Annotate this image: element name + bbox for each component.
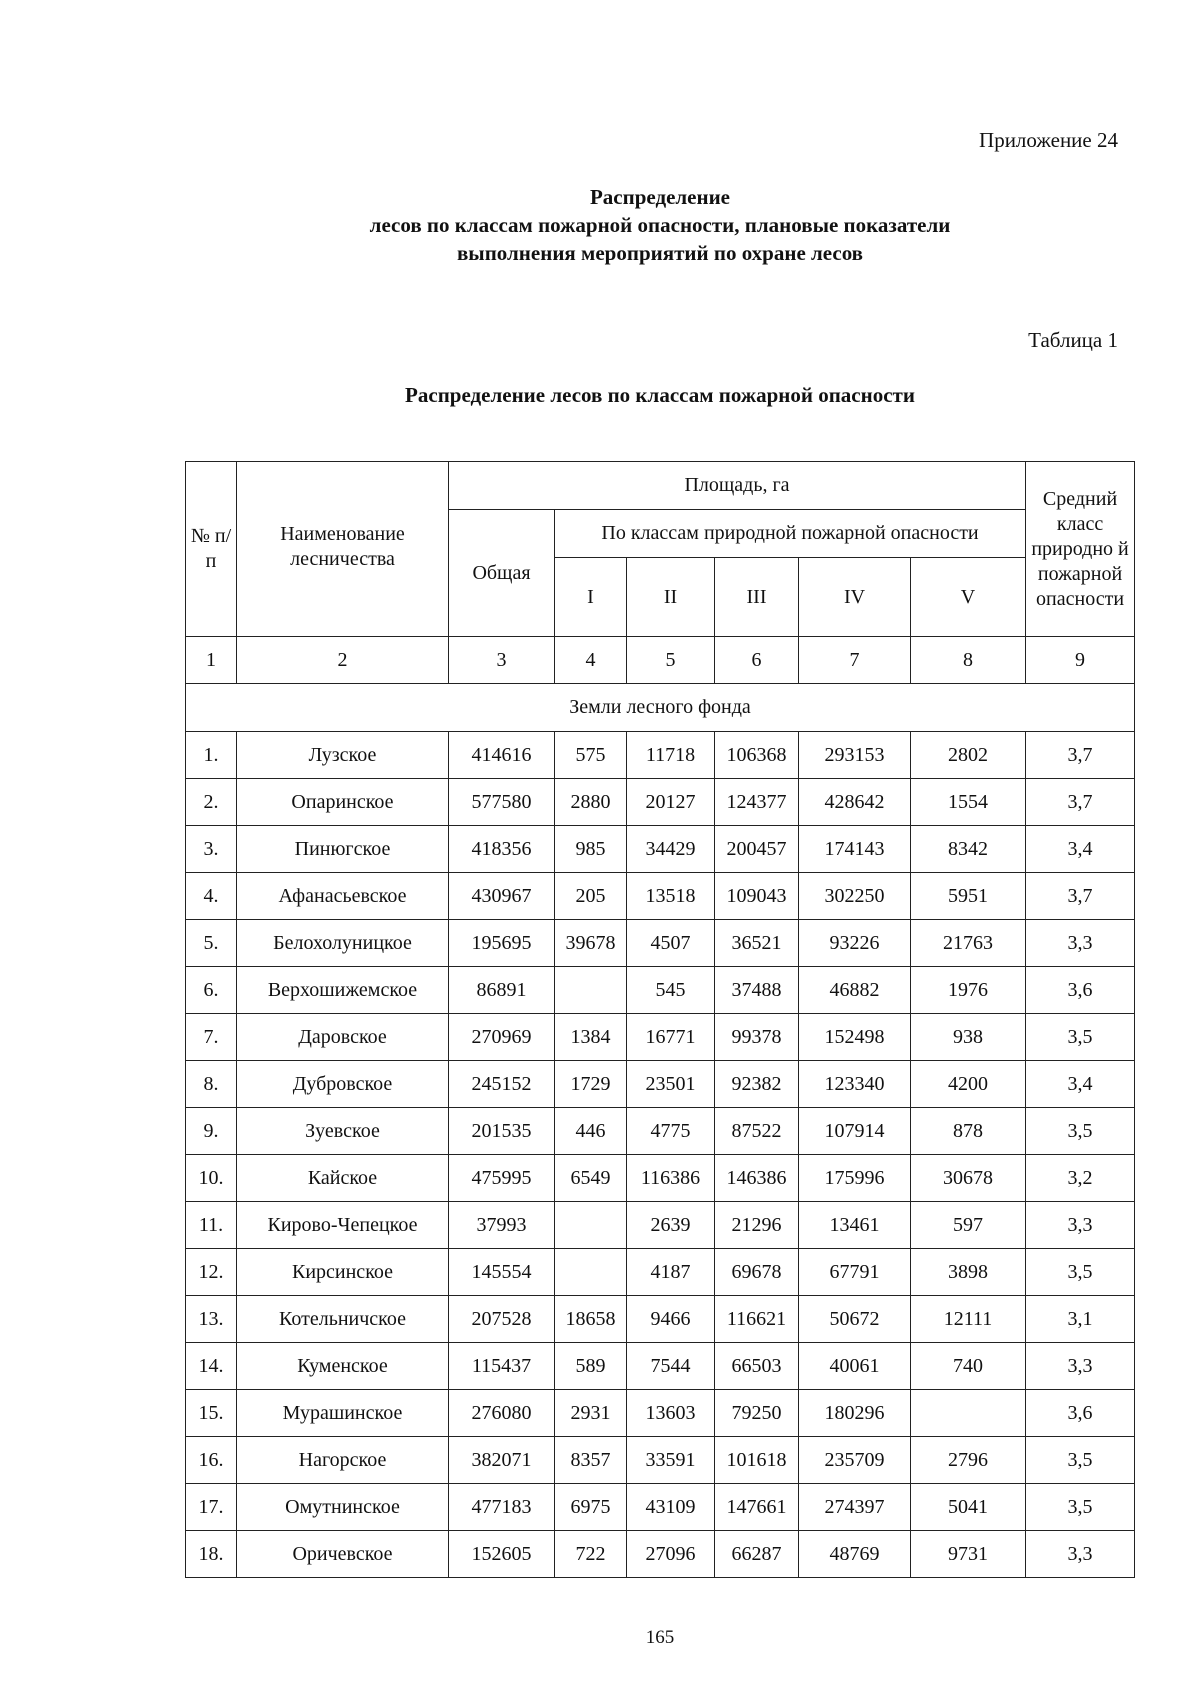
page-number: 165 (645, 1627, 675, 1648)
class-1-area-cell: 722 (555, 1531, 627, 1578)
table-row (186, 1390, 1135, 1437)
class-4-area-cell: 174143 (799, 826, 911, 873)
table-heading: Распределение лесов по классам пожарной опасности (405, 383, 915, 407)
class-2-area-cell: 7544 (627, 1343, 715, 1390)
avg-class-cell: 3,3 (1026, 1202, 1135, 1249)
total-area-cell: 86891 (449, 967, 555, 1014)
class-3-area-cell: 36521 (715, 920, 799, 967)
column-number: 8 (911, 637, 1026, 684)
row-number-cell: 11. (186, 1202, 237, 1249)
table-row (186, 779, 1135, 826)
row-number-cell: 6. (186, 967, 237, 1014)
class-5-area-cell: 12111 (911, 1296, 1026, 1343)
total-area-cell: 201535 (449, 1108, 555, 1155)
class-5-area-cell: 2802 (911, 732, 1026, 779)
class-3-area-cell: 79250 (715, 1390, 799, 1437)
class-1-area-cell (555, 967, 627, 1014)
row-number-cell: 15. (186, 1390, 237, 1437)
table-row (186, 967, 1135, 1014)
forestry-name-cell: Лузское (237, 732, 449, 779)
class-5-area-cell: 1554 (911, 779, 1026, 826)
forest-fire-class-table (185, 461, 1135, 1578)
class-1-area-cell: 446 (555, 1108, 627, 1155)
class-4-area-cell: 180296 (799, 1390, 911, 1437)
class-4-area-cell: 302250 (799, 873, 911, 920)
forestry-name-cell: Нагорское (237, 1437, 449, 1484)
header-class-4: IV (799, 558, 911, 637)
class-4-area-cell: 428642 (799, 779, 911, 826)
forestry-name-cell: Мурашинское (237, 1390, 449, 1437)
total-area-cell: 37993 (449, 1202, 555, 1249)
class-1-area-cell: 1384 (555, 1014, 627, 1061)
header-class-5: V (911, 558, 1026, 637)
forestry-name-cell: Кирсинское (237, 1249, 449, 1296)
class-2-area-cell: 9466 (627, 1296, 715, 1343)
total-area-cell: 414616 (449, 732, 555, 779)
column-number: 6 (715, 637, 799, 684)
table-row (186, 1531, 1135, 1578)
avg-class-cell: 3,5 (1026, 1484, 1135, 1531)
class-2-area-cell: 116386 (627, 1155, 715, 1202)
class-1-area-cell: 2880 (555, 779, 627, 826)
class-5-area-cell: 5951 (911, 873, 1026, 920)
avg-class-cell: 3,5 (1026, 1108, 1135, 1155)
total-area-cell: 270969 (449, 1014, 555, 1061)
forestry-name-cell: Пинюгское (237, 826, 449, 873)
row-number-cell: 18. (186, 1531, 237, 1578)
class-2-area-cell: 16771 (627, 1014, 715, 1061)
avg-class-cell: 3,5 (1026, 1249, 1135, 1296)
class-1-area-cell: 39678 (555, 920, 627, 967)
class-3-area-cell: 101618 (715, 1437, 799, 1484)
forestry-name-cell: Кирово-Чепецкое (237, 1202, 449, 1249)
title-line: выполнения мероприятий по охране лесов (456, 241, 864, 265)
class-1-area-cell: 985 (555, 826, 627, 873)
class-4-area-cell: 152498 (799, 1014, 911, 1061)
forestry-name-cell: Омутнинское (237, 1484, 449, 1531)
class-2-area-cell: 4775 (627, 1108, 715, 1155)
table-row (186, 1108, 1135, 1155)
class-5-area-cell (911, 1390, 1026, 1437)
class-1-area-cell: 18658 (555, 1296, 627, 1343)
avg-class-cell: 3,7 (1026, 732, 1135, 779)
class-4-area-cell: 235709 (799, 1437, 911, 1484)
row-number-cell: 5. (186, 920, 237, 967)
row-number-cell: 7. (186, 1014, 237, 1061)
avg-class-cell: 3,7 (1026, 779, 1135, 826)
class-5-area-cell: 8342 (911, 826, 1026, 873)
header-num: № п/п (186, 462, 237, 637)
class-1-area-cell: 1729 (555, 1061, 627, 1108)
class-5-area-cell: 1976 (911, 967, 1026, 1014)
class-5-area-cell: 21763 (911, 920, 1026, 967)
total-area-cell: 245152 (449, 1061, 555, 1108)
title-line: лесов по классам пожарной опасности, плановые показатели (369, 213, 951, 237)
class-2-area-cell: 20127 (627, 779, 715, 826)
header-class-3: III (715, 558, 799, 637)
table-row (186, 1343, 1135, 1390)
total-area-cell: 418356 (449, 826, 555, 873)
header-total: Общая (449, 510, 555, 637)
class-3-area-cell: 124377 (715, 779, 799, 826)
forestry-name-cell: Опаринское (237, 779, 449, 826)
forestry-name-cell: Дубровское (237, 1061, 449, 1108)
row-number-cell: 12. (186, 1249, 237, 1296)
class-2-area-cell: 13518 (627, 873, 715, 920)
class-1-area-cell: 575 (555, 732, 627, 779)
class-3-area-cell: 37488 (715, 967, 799, 1014)
class-1-area-cell: 205 (555, 873, 627, 920)
class-2-area-cell: 11718 (627, 732, 715, 779)
class-3-area-cell: 116621 (715, 1296, 799, 1343)
row-number-cell: 8. (186, 1061, 237, 1108)
avg-class-cell: 3,7 (1026, 873, 1135, 920)
row-number-cell: 9. (186, 1108, 237, 1155)
column-number: 1 (186, 637, 237, 684)
class-2-area-cell: 33591 (627, 1437, 715, 1484)
column-number: 3 (449, 637, 555, 684)
table-row (186, 826, 1135, 873)
class-2-area-cell: 545 (627, 967, 715, 1014)
total-area-cell: 382071 (449, 1437, 555, 1484)
row-number-cell: 3. (186, 826, 237, 873)
class-4-area-cell: 48769 (799, 1531, 911, 1578)
total-area-cell: 475995 (449, 1155, 555, 1202)
header-by-class: По классам природной пожарной опасности (555, 510, 1026, 558)
class-4-area-cell: 293153 (799, 732, 911, 779)
class-2-area-cell: 2639 (627, 1202, 715, 1249)
class-3-area-cell: 109043 (715, 873, 799, 920)
forestry-name-cell: Куменское (237, 1343, 449, 1390)
class-3-area-cell: 146386 (715, 1155, 799, 1202)
table-row (186, 732, 1135, 779)
column-number: 2 (237, 637, 449, 684)
column-number: 9 (1026, 637, 1135, 684)
class-5-area-cell: 4200 (911, 1061, 1026, 1108)
header-name: Наименование лесничества (237, 462, 449, 637)
header-class-1: I (555, 558, 627, 637)
table-row (186, 1202, 1135, 1249)
class-3-area-cell: 106368 (715, 732, 799, 779)
class-5-area-cell: 878 (911, 1108, 1026, 1155)
document-title (0, 183, 1200, 267)
avg-class-cell: 3,3 (1026, 1531, 1135, 1578)
column-number: 4 (555, 637, 627, 684)
table-body (186, 732, 1135, 1578)
row-number-cell: 13. (186, 1296, 237, 1343)
total-area-cell: 477183 (449, 1484, 555, 1531)
total-area-cell: 195695 (449, 920, 555, 967)
total-area-cell: 115437 (449, 1343, 555, 1390)
class-5-area-cell: 740 (911, 1343, 1026, 1390)
class-3-area-cell: 69678 (715, 1249, 799, 1296)
class-1-area-cell: 2931 (555, 1390, 627, 1437)
class-4-area-cell: 175996 (799, 1155, 911, 1202)
class-4-area-cell: 67791 (799, 1249, 911, 1296)
column-number-row (186, 637, 1135, 684)
table-row (186, 1484, 1135, 1531)
row-number-cell: 1. (186, 732, 237, 779)
class-3-area-cell: 21296 (715, 1202, 799, 1249)
row-number-cell: 4. (186, 873, 237, 920)
column-number: 5 (627, 637, 715, 684)
forestry-name-cell: Кайское (237, 1155, 449, 1202)
total-area-cell: 152605 (449, 1531, 555, 1578)
avg-class-cell: 3,3 (1026, 920, 1135, 967)
class-3-area-cell: 66503 (715, 1343, 799, 1390)
class-2-area-cell: 34429 (627, 826, 715, 873)
table-row (186, 1437, 1135, 1484)
class-3-area-cell: 99378 (715, 1014, 799, 1061)
table-row (186, 1061, 1135, 1108)
avg-class-cell: 3,3 (1026, 1343, 1135, 1390)
table-row (186, 873, 1135, 920)
class-3-area-cell: 147661 (715, 1484, 799, 1531)
total-area-cell: 145554 (449, 1249, 555, 1296)
row-number-cell: 10. (186, 1155, 237, 1202)
total-area-cell: 577580 (449, 779, 555, 826)
avg-class-cell: 3,6 (1026, 1390, 1135, 1437)
table-row (186, 1155, 1135, 1202)
class-4-area-cell: 46882 (799, 967, 911, 1014)
avg-class-cell: 3,4 (1026, 1061, 1135, 1108)
title-line: Распределение (589, 185, 731, 209)
section-label: Земли лесного фонда (186, 684, 1135, 732)
table-row (186, 1249, 1135, 1296)
avg-class-cell: 3,5 (1026, 1437, 1135, 1484)
row-number-cell: 16. (186, 1437, 237, 1484)
total-area-cell: 207528 (449, 1296, 555, 1343)
class-2-area-cell: 13603 (627, 1390, 715, 1437)
class-3-area-cell: 87522 (715, 1108, 799, 1155)
forestry-name-cell: Оричевское (237, 1531, 449, 1578)
class-2-area-cell: 4187 (627, 1249, 715, 1296)
class-4-area-cell: 93226 (799, 920, 911, 967)
class-1-area-cell: 8357 (555, 1437, 627, 1484)
avg-class-cell: 3,2 (1026, 1155, 1135, 1202)
table-label: Таблица 1 (1028, 328, 1118, 352)
avg-class-cell: 3,6 (1026, 967, 1135, 1014)
forestry-name-cell: Зуевское (237, 1108, 449, 1155)
class-4-area-cell: 40061 (799, 1343, 911, 1390)
class-1-area-cell: 6975 (555, 1484, 627, 1531)
row-number-cell: 14. (186, 1343, 237, 1390)
table-row (186, 920, 1135, 967)
class-5-area-cell: 30678 (911, 1155, 1026, 1202)
class-1-area-cell: 6549 (555, 1155, 627, 1202)
row-number-cell: 17. (186, 1484, 237, 1531)
row-number-cell: 2. (186, 779, 237, 826)
class-3-area-cell: 92382 (715, 1061, 799, 1108)
class-1-area-cell (555, 1249, 627, 1296)
class-4-area-cell: 107914 (799, 1108, 911, 1155)
appendix-label: Приложение 24 (979, 128, 1118, 152)
class-3-area-cell: 66287 (715, 1531, 799, 1578)
class-2-area-cell: 43109 (627, 1484, 715, 1531)
avg-class-cell: 3,5 (1026, 1014, 1135, 1061)
class-4-area-cell: 123340 (799, 1061, 911, 1108)
class-5-area-cell: 2796 (911, 1437, 1026, 1484)
avg-class-cell: 3,1 (1026, 1296, 1135, 1343)
forestry-name-cell: Афанасьевское (237, 873, 449, 920)
class-4-area-cell: 274397 (799, 1484, 911, 1531)
class-2-area-cell: 23501 (627, 1061, 715, 1108)
class-5-area-cell: 3898 (911, 1249, 1026, 1296)
header-area: Площадь, га (449, 462, 1026, 510)
column-number: 7 (799, 637, 911, 684)
class-5-area-cell: 597 (911, 1202, 1026, 1249)
forestry-name-cell: Белохолуницкое (237, 920, 449, 967)
avg-class-cell: 3,4 (1026, 826, 1135, 873)
class-5-area-cell: 5041 (911, 1484, 1026, 1531)
forestry-name-cell: Котельничское (237, 1296, 449, 1343)
header-class-2: II (627, 558, 715, 637)
forestry-name-cell: Даровское (237, 1014, 449, 1061)
class-2-area-cell: 4507 (627, 920, 715, 967)
header-avg: Средний класс природно й пожарной опасности (1026, 462, 1135, 637)
table-row (186, 1296, 1135, 1343)
class-5-area-cell: 938 (911, 1014, 1026, 1061)
total-area-cell: 430967 (449, 873, 555, 920)
class-1-area-cell: 589 (555, 1343, 627, 1390)
class-1-area-cell (555, 1202, 627, 1249)
total-area-cell: 276080 (449, 1390, 555, 1437)
class-4-area-cell: 50672 (799, 1296, 911, 1343)
table-row (186, 1014, 1135, 1061)
forestry-name-cell: Верхошижемское (237, 967, 449, 1014)
class-3-area-cell: 200457 (715, 826, 799, 873)
class-4-area-cell: 13461 (799, 1202, 911, 1249)
class-5-area-cell: 9731 (911, 1531, 1026, 1578)
class-2-area-cell: 27096 (627, 1531, 715, 1578)
